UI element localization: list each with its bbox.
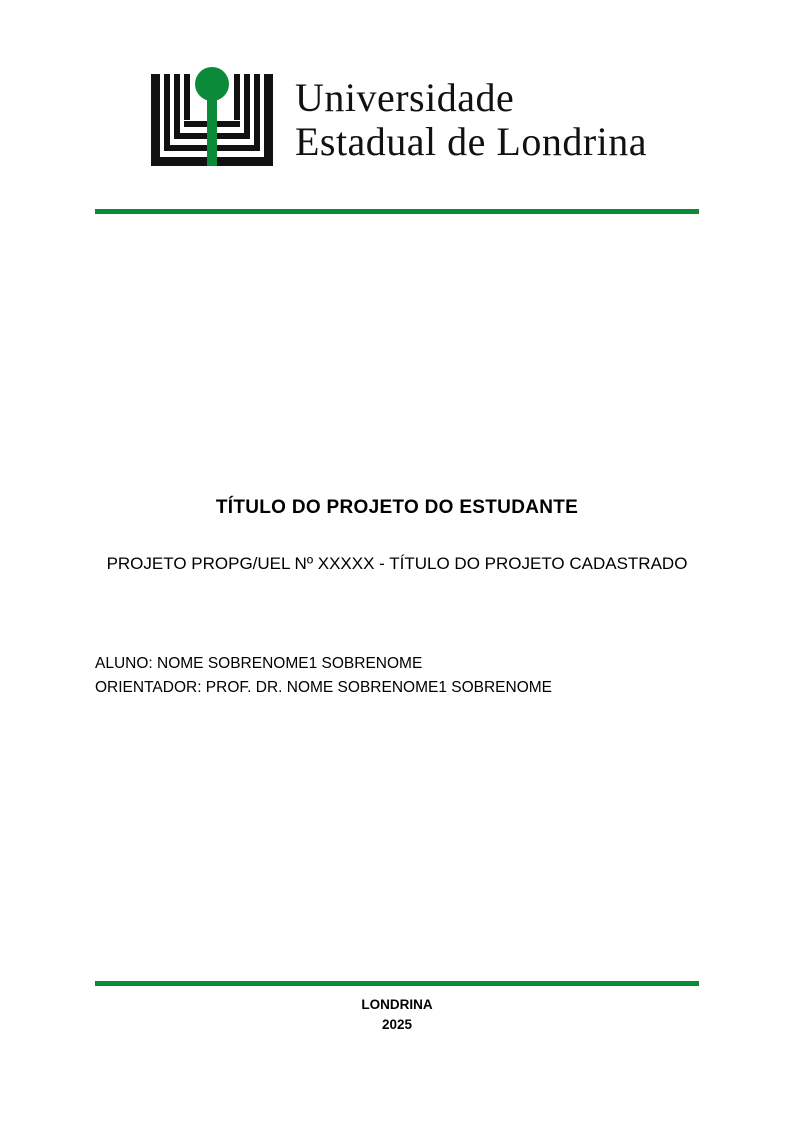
uel-logo-line1: Universidade: [294, 75, 515, 121]
title-block: [95, 496, 699, 577]
student-line: ALUNO: NOME SOBRENOME1 SOBRENOME: [95, 655, 423, 672]
document-header: [0, 60, 794, 180]
project-subtitle: PROJETO PROPG/UEL Nº XXXXX - TÍTULO DO PROJETO CADASTRADO: [106, 553, 688, 573]
people-block: [95, 652, 699, 700]
uel-logo: [147, 60, 647, 180]
advisor-line: ORIENTADOR: PROF. DR. NOME SOBRENOME1 SOBRENOME: [95, 679, 553, 697]
uel-logo-wordmark: [295, 77, 647, 162]
uel-logo-icon: [147, 60, 277, 180]
page-title: TÍTULO DO PROJETO DO ESTUDANTE: [215, 497, 579, 518]
uel-logo-line2: Estadual de Londrina: [294, 119, 648, 164]
bottom-divider-rule: [95, 981, 699, 986]
footer-city: LONDRINA: [361, 997, 433, 1012]
footer-year: 2025: [381, 1016, 413, 1032]
top-divider-rule: [95, 209, 699, 214]
document-footer: [95, 995, 699, 1034]
